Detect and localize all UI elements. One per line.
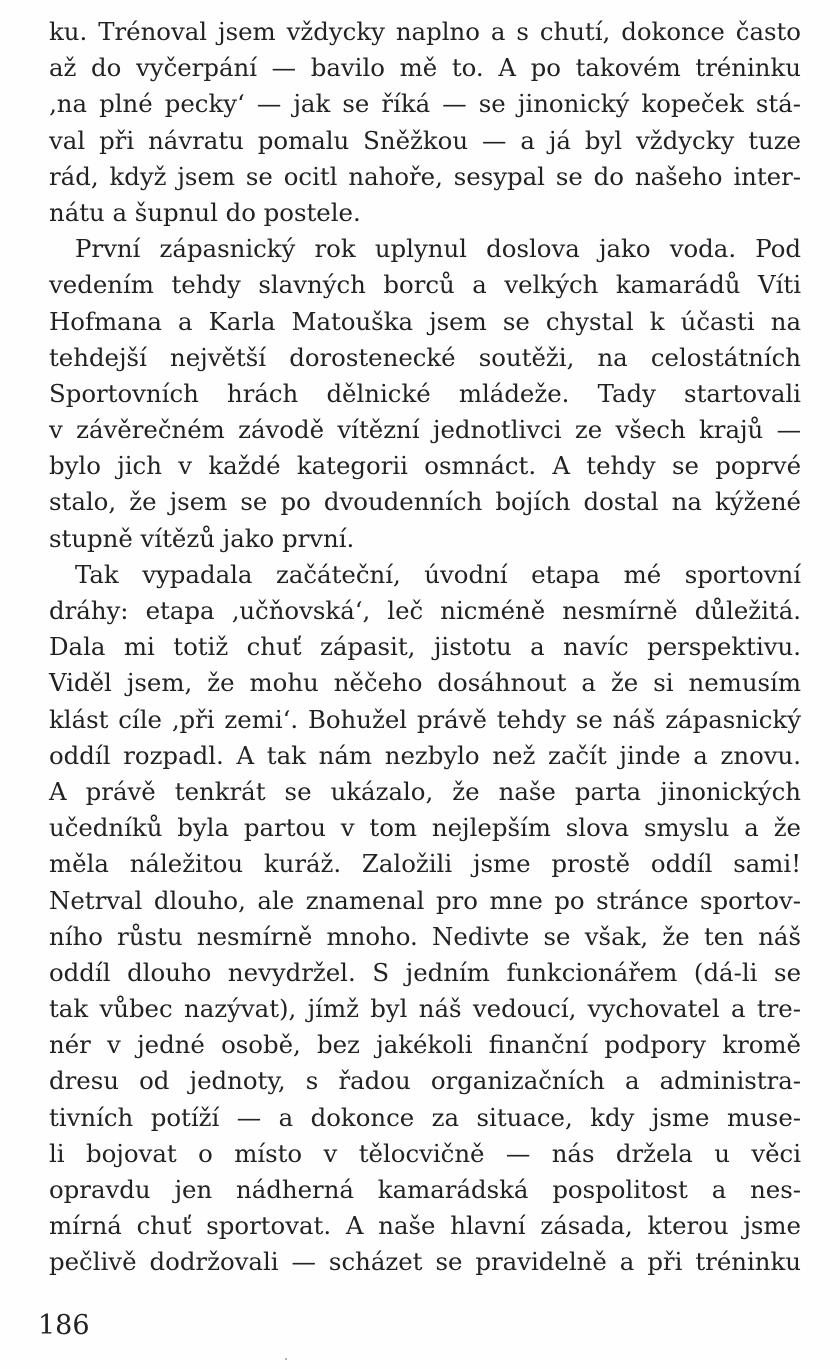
text-line-27: oddíl dlouho nevydržel. S jedním funkcionářem (dá-li se: [49, 957, 801, 987]
text-line-11: Sportovních hrách dělnické mládeže. Tady startovali: [49, 378, 801, 408]
text-line-19: Viděl jsem, že mohu něčeho dosáhnout a že si nemusím: [49, 668, 801, 698]
text-line-14: stalo, že jsem se po dvoudenních bojích dostal na kýžené: [49, 487, 801, 517]
text-line-2: až do vyčerpání — bavilo mě to. A po takovém tréninku: [49, 53, 801, 83]
text-line-15: stupně vítězů jako první.: [49, 523, 355, 553]
text-line-12: v závěrečném závodě vítězní jednotlivci ze všech krajů —: [49, 415, 801, 445]
text-line-16: Tak vypadala začáteční, úvodní etapa mé sportovní: [75, 559, 801, 589]
text-line-23: učedníků byla partou v tom nejlepším slova smyslu a že: [49, 813, 801, 843]
text-line-10: tehdejší největší dorostenecké soutěži, na celostátních: [49, 342, 801, 372]
text-line-8: vedením tehdy slavných borců a velkých kamarádů Víti: [49, 270, 801, 300]
text-line-31: tivních potíží — a dokonce za situace, kdy jsme muse-: [49, 1102, 801, 1132]
page-number: 186: [38, 1310, 90, 1341]
text-line-4: val při návratu pomalu Sněžkou — a já byl vždycky tuze: [49, 125, 801, 155]
text-line-21: oddíl rozpadl. A tak nám nezbylo než začít jinde a znovu.: [49, 740, 801, 770]
text-line-5: rád, když jsem se ocitl nahoře, sesypal se do našeho inter-: [49, 161, 801, 191]
body-text: [49, 14, 801, 1281]
text-line-1: ku. Trénoval jsem vždycky naplno a s chutí, dokonce často: [49, 17, 801, 46]
text-line-30: dresu od jednoty, s řadou organizačních a administra-: [49, 1066, 801, 1096]
text-line-20: klást cíle ‚při zemi‘. Bohužel právě tehdy se náš zápasnický: [49, 704, 801, 734]
scan-speck: [285, 1358, 287, 1360]
text-line-24: měla náležitou kuráž. Založili jsme prostě oddíl sami!: [49, 849, 801, 879]
text-line-34: mírná chuť sportovat. A naše hlavní zásada, kterou jsme: [49, 1211, 801, 1241]
text-line-17: dráhy: etapa ‚učňovská‘, leč nicméně nesmírně důležitá.: [49, 596, 801, 625]
text-line-3: ‚na plné pecky‘ — jak se říká — se jinonický kopeček stá-: [49, 89, 801, 119]
text-line-18: Dala mi totiž chuť zápasit, jistotu a navíc perspektivu.: [49, 632, 801, 662]
text-line-22: A právě tenkrát se ukázalo, že naše parta jinonických: [49, 776, 801, 806]
text-line-26: ního růstu nesmírně mnoho. Nedivte se však, že ten náš: [49, 921, 801, 951]
text-line-7: První zápasnický rok uplynul doslova jako voda. Pod: [75, 234, 801, 264]
text-line-28: tak vůbec nazývat), jímž byl náš vedoucí, vychovatel a tre-: [49, 994, 801, 1024]
text-line-25: Netrval dlouho, ale znamenal pro mne po stránce sportov-: [49, 885, 801, 915]
text-line-32: li bojovat o místo v tělocvičně — nás držela u věci: [49, 1138, 801, 1168]
text-line-29: nér v jedné osobě, bez jakékoli finanční podpory kromě: [49, 1030, 801, 1060]
text-line-13: bylo jich v každé kategorii osmnáct. A tehdy se poprvé: [49, 451, 801, 481]
text-line-35: pečlivě dodržovali — scházet se pravidelně a při tréninku: [49, 1247, 801, 1277]
text-line-9: Hofmana a Karla Matouška jsem se chystal k účasti na: [49, 306, 801, 336]
text-line-33: opravdu jen nádherná kamarádská pospolitost a nes-: [49, 1175, 801, 1204]
text-line-6: nátu a šupnul do postele.: [49, 197, 361, 227]
